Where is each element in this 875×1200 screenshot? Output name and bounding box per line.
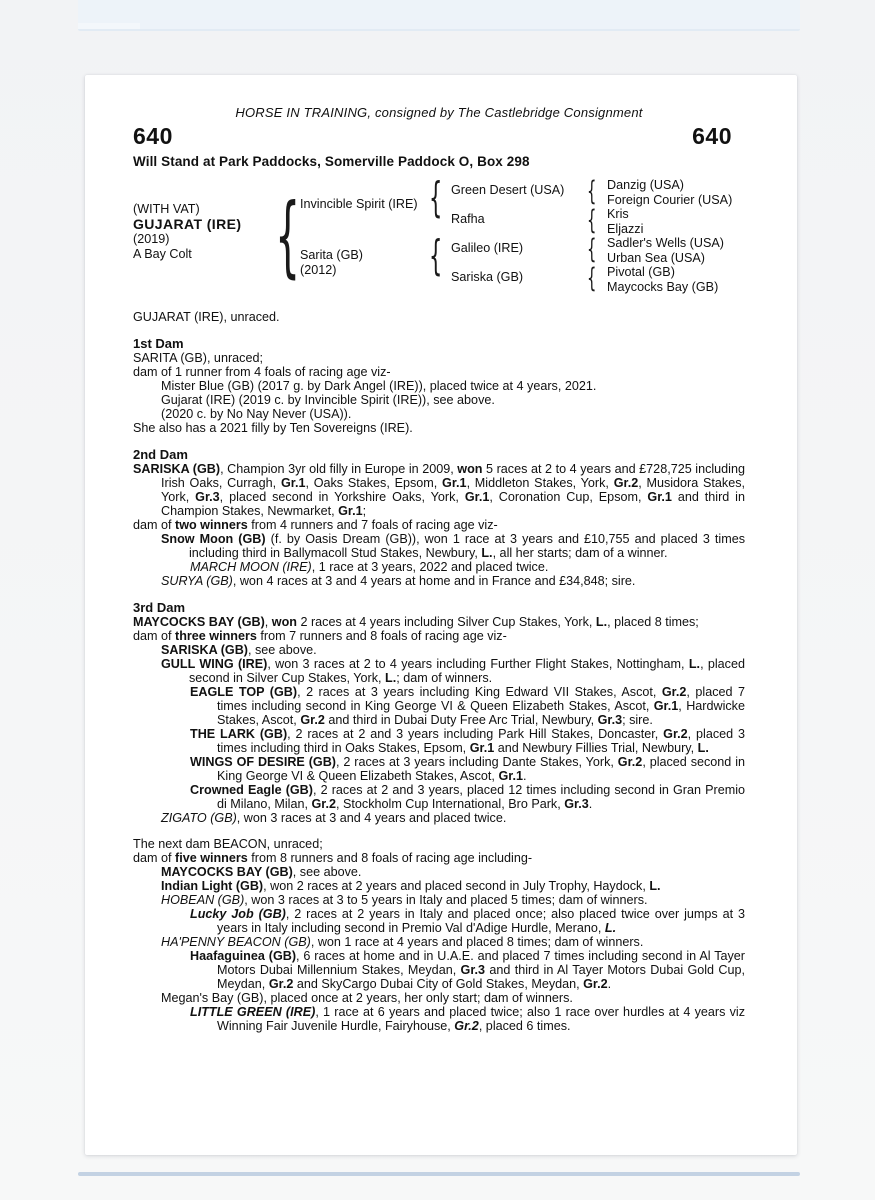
pedigree-text-paragraph: Gujarat (IRE) (2019 c. by Invincible Spirit (IRE)), see above. bbox=[161, 393, 495, 407]
pedigree-tree bbox=[133, 176, 745, 296]
gen3-name: Galileo (IRE) bbox=[451, 241, 524, 255]
pedigree-text-paragraph: dam of two winners from 4 runners and 7 foals of racing age viz- bbox=[133, 518, 498, 532]
pedigree-text-paragraph: (2020 c. by No Nay Never (USA)). bbox=[161, 407, 352, 421]
pedigree-brace-gen4-2 bbox=[587, 206, 596, 235]
sire-name: Invincible Spirit (IRE) bbox=[300, 197, 418, 211]
pedigree-brace-dam-side bbox=[429, 233, 442, 279]
pedigree-text-paragraph: MAYCOCKS BAY (GB), won 2 races at 4 years including Silver Cup Stakes, York, L., placed 8 times; bbox=[133, 615, 699, 629]
pedigree-text-paragraph: dam of 1 runner from 4 foals of racing age viz- bbox=[133, 365, 391, 379]
gen3-name: Sariska (GB) bbox=[451, 270, 524, 284]
pedigree-brace-gen4-1 bbox=[587, 177, 596, 206]
gen4-name: Sadler's Wells (USA) bbox=[607, 236, 724, 250]
stand-location-line: Will Stand at Park Paddocks, Somerville Paddock O, Box 298 bbox=[133, 154, 530, 169]
dam-heading: 2nd Dam bbox=[133, 447, 188, 462]
pedigree-text-paragraph: The next dam BEACON, unraced; bbox=[133, 837, 323, 851]
pedigree-text-paragraph: dam of three winners from 7 runners and 8 foals of racing age viz- bbox=[133, 629, 507, 643]
pedigree-text-paragraph: Crowned Eagle (GB), 2 races at 2 and 3 years, placed 12 times including second in Gran Premio di Milano, Milan, Gr.2, Stockholm Cup International, Bro Park, Gr.3. bbox=[190, 783, 745, 811]
pedigree-text-paragraph: MARCH MOON (IRE), 1 race at 3 years, 2022 and placed twice. bbox=[190, 560, 549, 574]
gen4-name: Eljazzi bbox=[607, 221, 644, 236]
dam-block bbox=[300, 248, 363, 278]
pedigree-text-paragraph: SARITA (GB), unraced; bbox=[133, 351, 263, 365]
gen4-name: Pivotal (GB) bbox=[607, 265, 675, 279]
viewer-scroll-area[interactable] bbox=[78, 0, 800, 1200]
gen4-name: Urban Sea (USA) bbox=[607, 250, 705, 265]
page-divider-line bbox=[78, 1172, 800, 1176]
pedigree-text-paragraph: GUJARAT (IRE), unraced. bbox=[133, 310, 280, 324]
pedigree-text-paragraph: THE LARK (GB), 2 races at 2 and 3 years including Park Hill Stakes, Doncaster, Gr.2, placed 3 times including third in Oaks Stakes, Epsom, Gr.1 and Newbury Fillies Trial, Newbury, L. bbox=[190, 727, 745, 755]
previous-page-notch bbox=[78, 23, 140, 29]
pedigree-text-paragraph: EAGLE TOP (GB), 2 races at 3 years including King Edward VII Stakes, Ascot, Gr.2, placed 7 times including second in King George VI & Queen Elizabeth Stakes, Ascot, Gr.1, Hardwicke Stakes, Ascot, Gr.2 and third in Dubai Duty Free Arc Trial, Newbury, Gr.3; sire. bbox=[190, 685, 746, 727]
pedigree-text-paragraph: WINGS OF DESIRE (GB), 2 races at 3 years including Dante Stakes, York, Gr.2, placed second in King George VI & Queen Elizabeth Stakes, Ascot, Gr.1. bbox=[190, 755, 745, 783]
pedigree-text-paragraph: Snow Moon (GB) (f. by Oasis Dream (GB)), won 1 race at 3 years and £10,755 and placed 3 times including third in Ballymacoll Stud Stakes, Newbury, L., all her starts; dam of a winner. bbox=[161, 532, 746, 560]
pedigree-brace-sire-side bbox=[429, 175, 442, 221]
lot-number-right: 640 bbox=[692, 123, 732, 149]
gen4-name: Danzig (USA) bbox=[607, 178, 684, 192]
horse-description: A Bay Colt bbox=[133, 247, 192, 261]
horse-info-block bbox=[133, 202, 241, 262]
gen4-name: Maycocks Bay (GB) bbox=[607, 279, 719, 294]
pedigree-text-paragraph: HA'PENNY BEACON (GB), won 1 race at 4 years and placed 8 times; dam of winners. bbox=[161, 935, 644, 949]
gen3-name: Green Desert (USA) bbox=[451, 183, 565, 197]
pedigree-brace-gen4-4 bbox=[587, 264, 596, 293]
pedigree-brace-gen4-3 bbox=[587, 235, 596, 264]
pedigree-text-paragraph: LITTLE GREEN (IRE), 1 race at 6 years and placed twice; also 1 race over hurdles at 4 years viz Winning Fair Juvenile Hurdle, Fairyhouse, Gr.2, placed 6 times. bbox=[190, 1005, 745, 1033]
dam-name: Sarita (GB) bbox=[300, 248, 363, 262]
gen4-name: Kris bbox=[607, 207, 629, 221]
pedigree-text-paragraph: ZIGATO (GB), won 3 races at 3 and 4 years and placed twice. bbox=[161, 811, 507, 825]
dam-heading: 1st Dam bbox=[133, 336, 184, 351]
pedigree-text-paragraph: SURYA (GB), won 4 races at 3 and 4 years at home and in France and £34,848; sire. bbox=[161, 574, 636, 588]
previous-page-edge bbox=[78, 0, 800, 31]
pedigree-text-paragraph: HOBEAN (GB), won 3 races at 3 to 5 years in Italy and placed 5 times; dam of winners. bbox=[161, 893, 648, 907]
gen3-name: Rafha bbox=[451, 212, 485, 226]
pedigree-text-paragraph: MAYCOCKS BAY (GB), see above. bbox=[161, 865, 362, 879]
pedigree-text-paragraph: Indian Light (GB), won 2 races at 2 years and placed second in July Trophy, Haydock, L. bbox=[161, 879, 661, 893]
vat-note: (WITH VAT) bbox=[133, 202, 200, 216]
pedigree-text-paragraph: GULL WING (IRE), won 3 races at 2 to 4 years including Further Flight Stakes, Nottingham, L., placed second in Silver Cup Stakes, York, L.; dam of winners. bbox=[161, 657, 745, 685]
pedigree-text-paragraph: Lucky Job (GB), 2 races at 2 years in Italy and placed once; also placed twice over jumps at 3 years in Italy including second in Premio Val d'Adige Hurdle, Merano, L. bbox=[190, 907, 745, 935]
pedigree-text-paragraph: Mister Blue (GB) (2017 g. by Dark Angel (IRE)), placed twice at 4 years, 2021. bbox=[161, 379, 597, 393]
catalogue-text bbox=[133, 310, 745, 1033]
dam-year: (2012) bbox=[300, 263, 337, 277]
catalogue-page bbox=[85, 75, 797, 1155]
pedigree-text-paragraph: dam of five winners from 8 runners and 8 foals of racing age including- bbox=[133, 851, 533, 865]
pedigree-text-paragraph: She also has a 2021 filly by Ten Sovereigns (IRE). bbox=[133, 421, 413, 435]
pedigree-brace-main bbox=[275, 190, 300, 282]
lot-number-row bbox=[133, 123, 745, 150]
pedigree-text-paragraph: SARISKA (GB), see above. bbox=[161, 643, 317, 657]
pedigree-gen4 bbox=[607, 178, 732, 294]
dam-heading: 3rd Dam bbox=[133, 600, 186, 615]
pedigree-text-paragraph: Megan's Bay (GB), placed once at 2 years, her only start; dam of winners. bbox=[161, 991, 573, 1005]
lot-number-left: 640 bbox=[133, 123, 173, 149]
horse-name: GUJARAT (IRE) bbox=[133, 216, 242, 232]
pedigree-text-paragraph: Haafaguinea (GB), 6 races at home and in U.A.E. and placed 7 times including second in Al Tayer Motors Dubai Millennium Stakes, Meydan, Gr.3 and third in Al Tayer Motors Dubai Gold Cup, Meydan, Gr.2 and SkyCargo Dubai City of Gold Stakes, Meydan, Gr.2. bbox=[190, 949, 745, 991]
consignment-header: HORSE IN TRAINING, consigned by The Castlebridge Consignment bbox=[235, 105, 643, 120]
gen4-name: Foreign Courier (USA) bbox=[607, 192, 733, 207]
foaling-year: (2019) bbox=[133, 232, 170, 246]
pedigree-text-paragraph: SARISKA (GB), Champion 3yr old filly in Europe in 2009, won 5 races at 2 to 4 years and £728,725 including Irish Oaks, Curragh, Gr.1, Oaks Stakes, Epsom, Gr.1, Middleton Stakes, York, Gr.2, Musidora Stakes, York, Gr.3, placed second in Yorkshire Oaks, York, Gr.1, Coronation Cup, Epsom, Gr.1 and third in Champion Stakes, Newmarket, Gr.1; bbox=[133, 462, 745, 518]
